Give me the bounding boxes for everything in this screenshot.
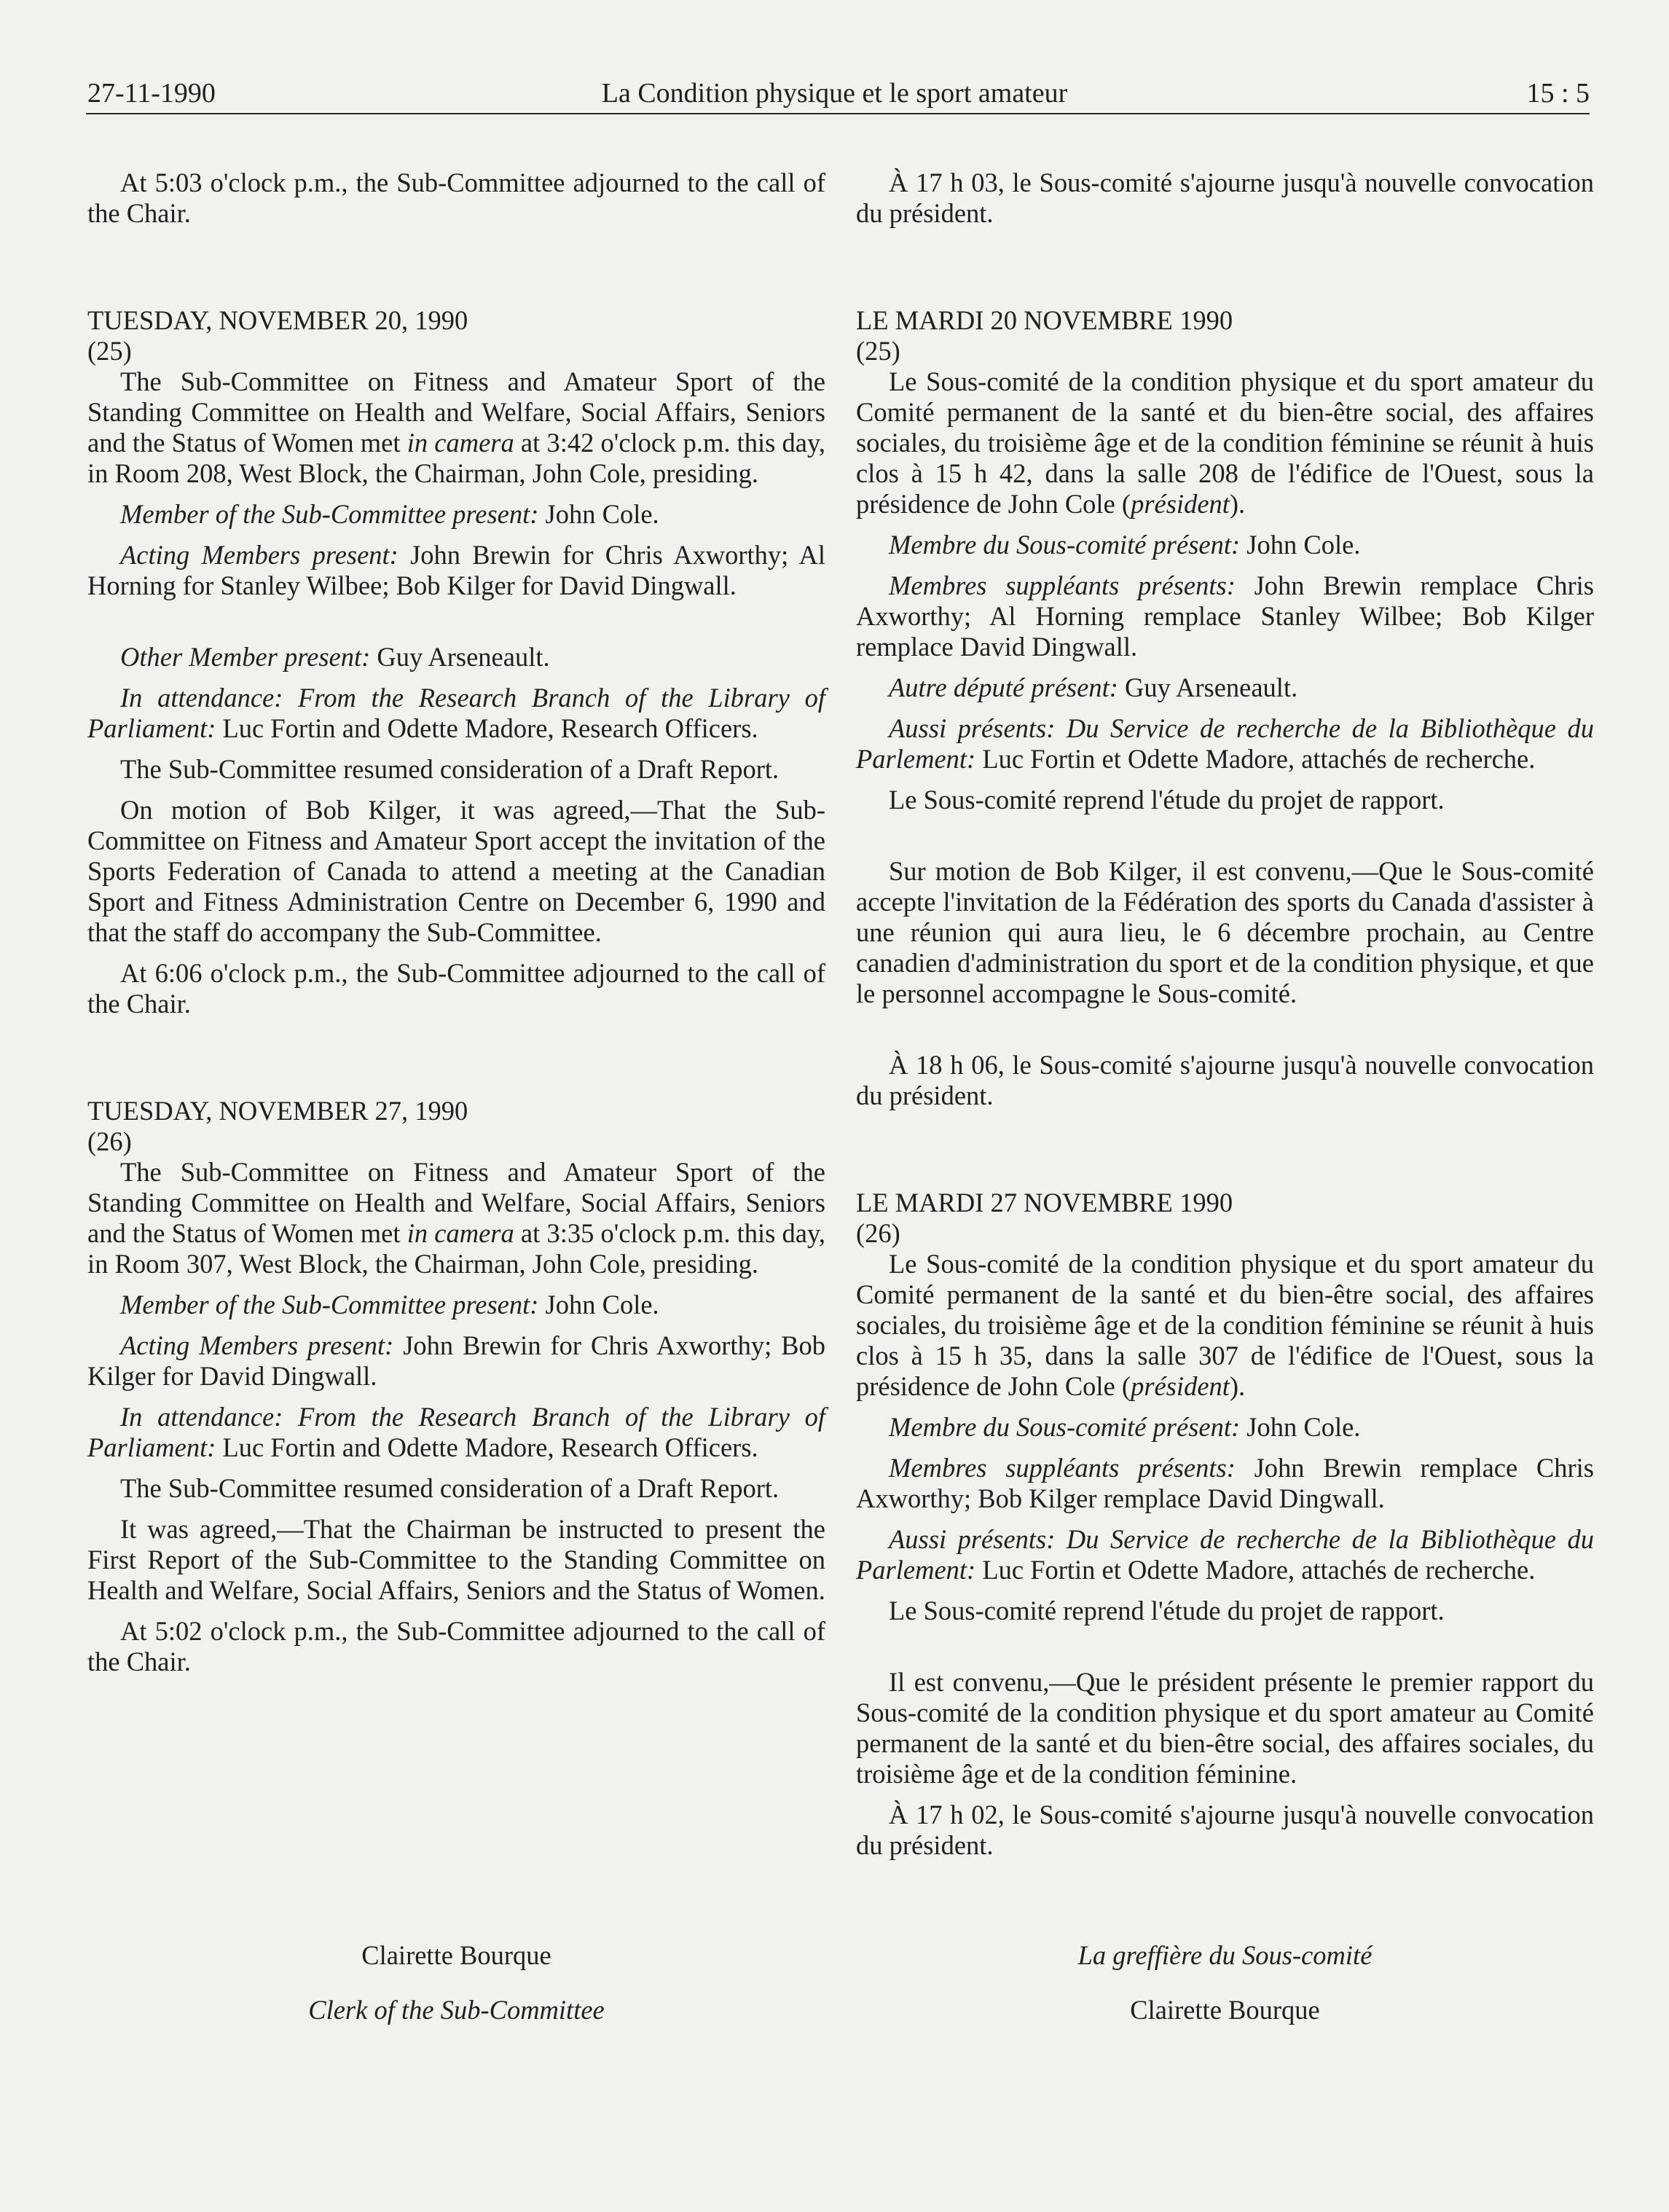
en-m25-number: (25): [87, 336, 132, 366]
fr-m26-agreed: Il est convenu,—Que le président présente le premier rapport du Sous-comité de la condition physique et du sport amateur au Comité permanent de la santé et du bien-être social, des affaires sociales, du troisième âge et de la condition féminine.: [856, 1667, 1594, 1789]
fr-m26-number: (26): [856, 1218, 900, 1248]
fr-m26-heading: LE MARDI 27 NOVEMBRE 1990: [856, 1188, 1233, 1217]
fr-m26-acting: Membres suppléants présents: John Brewin remplace Chris Axworthy; Bob Kilger remplace David Dingwall.: [856, 1453, 1594, 1513]
fr-signature-role: La greffière du Sous-comité: [1077, 1940, 1372, 1970]
fr-m25-other: Autre député présent: Guy Arseneault.: [889, 672, 1298, 702]
en-m25-heading: TUESDAY, NOVEMBER 20, 1990: [87, 305, 468, 335]
en-adjourn-1: At 5:03 o'clock p.m., the Sub-Committee adjourned to the call of the Chair.: [87, 168, 825, 228]
en-m26-number: (26): [87, 1126, 132, 1156]
en-m25-intro: The Sub-Committee on Fitness and Amateur Sport of the Standing Committee on Health and Welfare, Social Affairs, Seniors and the Status of Women met in camera at 3:42 o'clock p.m. this day, in Room 208, West Block, the Chairman, John Cole, presiding.: [87, 366, 826, 488]
en-m26-resumed: The Sub-Committee resumed consideration of a Draft Report.: [120, 1473, 779, 1503]
fr-m26-member: Membre du Sous-comité présent: John Cole.: [889, 1412, 1361, 1442]
french-column: [856, 168, 1594, 1861]
fr-adjourn-1: À 17 h 03, le Sous-comité s'ajourne jusqu'à nouvelle convocation du président.: [856, 168, 1594, 228]
en-m26-heading: TUESDAY, NOVEMBER 27, 1990: [87, 1096, 468, 1126]
fr-m25-motion: Sur motion de Bob Kilger, il est convenu,—Que le Sous-comité accepte l'invitation de la Fédération des sports du Canada d'assister à une réunion qui aura lieu, le 6 décembre prochain, au Centre canadien d'administration du sport et de la condition physique, et que le personnel accompagne le Sous-comité.: [856, 856, 1594, 1008]
fr-m26-resumed: Le Sous-comité reprend l'étude du projet de rapport.: [889, 1596, 1445, 1625]
fr-m25-attendance: Aussi présents: Du Service de recherche de la Bibliothèque du Parlement: Luc Fortin et Odette Madore, attachés de recherche.: [856, 713, 1594, 774]
fr-m25-adjourn: À 18 h 06, le Sous-comité s'ajourne jusqu'à nouvelle convocation du président.: [856, 1050, 1594, 1110]
en-m25-resumed: The Sub-Committee resumed consideration of a Draft Report.: [120, 754, 779, 784]
fr-m25-resumed: Le Sous-comité reprend l'étude du projet de rapport.: [889, 785, 1445, 815]
en-m25-member: Member of the Sub-Committee present: John Cole.: [120, 499, 659, 529]
header-date: 27-11-1990: [87, 78, 216, 109]
en-signature-name: Clairette Bourque: [361, 1940, 551, 1970]
en-m25-other: Other Member present: Guy Arseneault.: [120, 642, 550, 672]
fr-m26-intro: Le Sous-comité de la condition physique et du sport amateur du Comité permanent de la santé et du bien-être social, des affaires sociales, du troisième âge et de la condition féminine se réunit à huis clos à 15 h 35, dans la salle 307 de l'édifice de l'Ouest, sous la présidence de John Cole (président).: [856, 1249, 1594, 1401]
header-rule: [86, 113, 1590, 114]
fr-m25-heading: LE MARDI 20 NOVEMBRE 1990: [856, 305, 1233, 335]
en-m26-member: Member of the Sub-Committee present: John Cole.: [120, 1290, 659, 1319]
en-m26-adjourn: At 5:02 o'clock p.m., the Sub-Committee adjourned to the call of the Chair.: [87, 1616, 825, 1676]
en-m26-attendance: In attendance: From the Research Branch of the Library of Parliament: Luc Fortin and Odette Madore, Research Officers.: [87, 1402, 825, 1462]
fr-m25-number: (25): [856, 336, 900, 366]
fr-m26-attendance: Aussi présents: Du Service de recherche de la Bibliothèque du Parlement: Luc Fortin et Odette Madore, attachés de recherche.: [856, 1524, 1594, 1585]
fr-m26-adjourn: À 17 h 02, le Sous-comité s'ajourne jusqu'à nouvelle convocation du président.: [856, 1800, 1594, 1860]
fr-m25-intro: Le Sous-comité de la condition physique et du sport amateur du Comité permanent de la santé et du bien-être social, des affaires sociales, du troisième âge et de la condition féminine se réunit à huis clos à 15 h 42, dans la salle 208 de l'édifice de l'Ouest, sous la présidence de John Cole (président).: [856, 366, 1594, 519]
fr-m25-acting: Membres suppléants présents: John Brewin remplace Chris Axworthy; Al Horning remplace Stanley Wilbee; Bob Kilger remplace David Dingwall.: [856, 570, 1594, 662]
en-m26-agreed: It was agreed,—That the Chairman be instructed to present the First Report of the Sub-Committee to the Standing Committee on Health and Welfare, Social Affairs, Seniors and the Status of Women.: [87, 1514, 825, 1605]
fr-m25-member: Membre du Sous-comité présent: John Cole.: [889, 530, 1361, 560]
fr-signature-name: Clairette Bourque: [1130, 1995, 1320, 2025]
header-page-number: 15 : 5: [1526, 78, 1590, 109]
en-m25-adjourn: At 6:06 o'clock p.m., the Sub-Committee adjourned to the call of the Chair.: [87, 958, 825, 1019]
english-column: [87, 168, 825, 1677]
en-signature-role: Clerk of the Sub-Committee: [308, 1995, 605, 2025]
header-title: La Condition physique et le sport amateur: [601, 78, 1068, 109]
en-m26-intro: The Sub-Committee on Fitness and Amateur Sport of the Standing Committee on Health and Welfare, Social Affairs, Seniors and the Status of Women met in camera at 3:35 o'clock p.m. this day, in Room 307, West Block, the Chairman, John Cole, presiding.: [87, 1157, 826, 1279]
en-m25-acting: Acting Members present: John Brewin for Chris Axworthy; Al Horning for Stanley Wilbee; Bob Kilger for David Dingwall.: [87, 540, 825, 600]
en-m25-attendance: In attendance: From the Research Branch of the Library of Parliament: Luc Fortin and Odette Madore, Research Officers.: [87, 683, 825, 743]
en-m25-motion: On motion of Bob Kilger, it was agreed,—That the Sub-Committee on Fitness and Amateur Sport accept the invitation of the Sports Federation of Canada to attend a meeting at the Canadian Sport and Fitness Administration Centre on December 6, 1990 and that the staff do accompany the Sub-Committee.: [87, 795, 825, 947]
en-m26-acting: Acting Members present: John Brewin for Chris Axworthy; Bob Kilger for David Dingwall.: [87, 1330, 826, 1391]
